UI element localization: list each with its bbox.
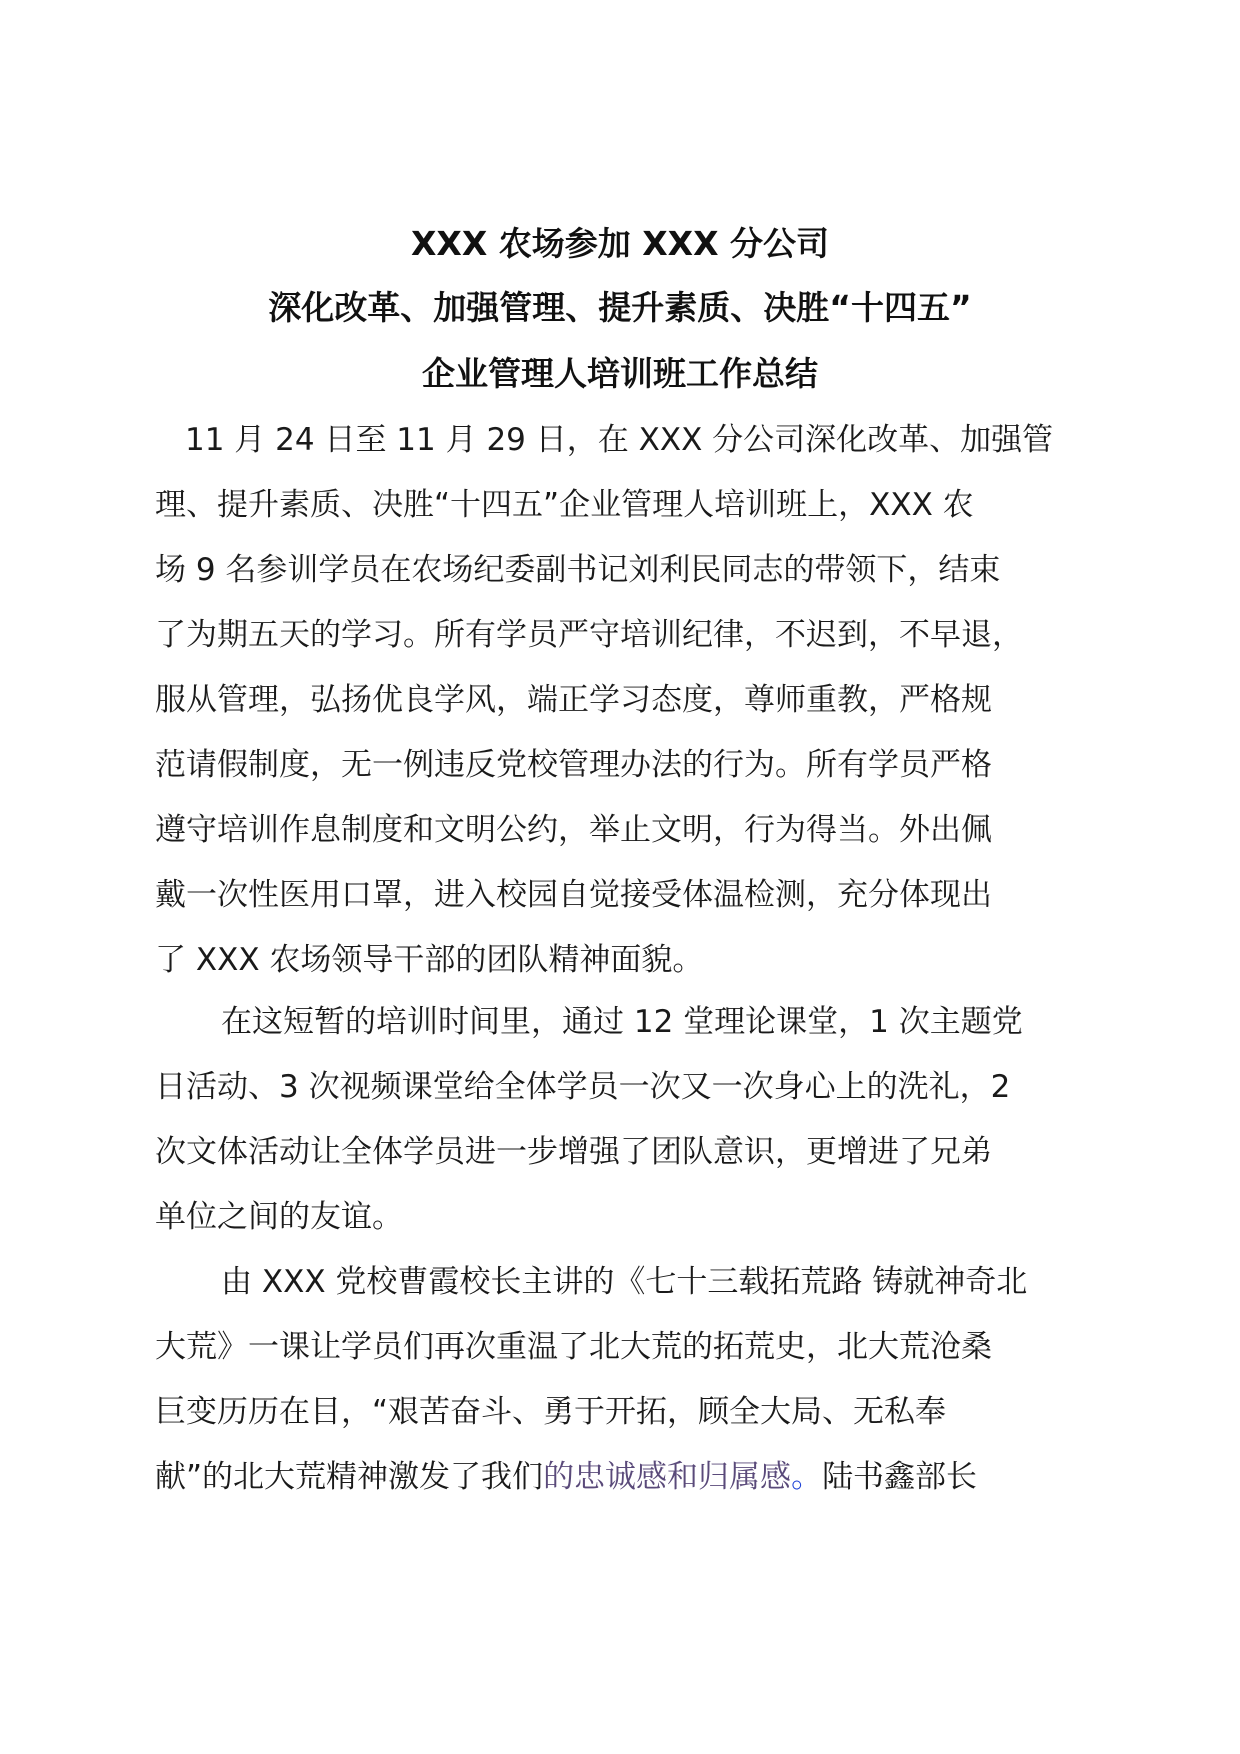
paragraph-3-last-line	[155, 1445, 1095, 1510]
paragraph-1-line: 服从管理，弘扬优良学风，端正学习态度，尊师重教，严格规	[155, 682, 992, 718]
paragraph-3-line: 大荒》一课让学员们再次重温了北大荒的拓荒史，北大荒沧桑	[155, 1329, 992, 1365]
paragraph-3	[155, 1250, 1095, 1510]
paragraph-2-line: 次文体活动让全体学员进一步增强了团队意识，更增进了兄弟	[155, 1134, 992, 1170]
title-line-1: XXX 农场参加 XXX 分公司	[410, 224, 830, 263]
paragraph-1-line: 理、提升素质、决胜“十四五”企业管理人培训班上，XXX 农	[155, 487, 974, 523]
paragraph-3-line: 由 XXX 党校曹霞校长主讲的《七十三载拓荒路 铸就神奇北	[221, 1264, 1028, 1300]
title-line-2: 深化改革、加强管理、提升素质、决胜“十四五”	[268, 288, 972, 327]
paragraph-1-line: 遵守培训作息制度和文明公约，举止文明，行为得当。外出佩	[155, 812, 992, 848]
last-line-end: 陆书鑫部长	[822, 1459, 978, 1495]
paragraph-1-line: 11 月 24 日至 11 月 29 日，在 XXX 分公司深化改革、加强管	[185, 422, 1054, 458]
highlighted-period: 。	[791, 1459, 823, 1495]
paragraph-1-line: 了 XXX 农场领导干部的团队精神面貌。	[155, 942, 704, 978]
paragraph-1-line: 了为期五天的学习。所有学员严守培训纪律，不迟到，不早退，	[155, 617, 1023, 653]
paragraph-1-line: 场 9 名参训学员在农场纪委副书记刘利民同志的带领下，结束	[155, 552, 1001, 588]
paragraph-2-line: 在这短暂的培训时间里，通过 12 堂理论课堂，1 次主题党	[221, 1004, 1023, 1040]
paragraph-2-line: 日活动、3 次视频课堂给全体学员一次又一次身心上的洗礼，2	[155, 1069, 1011, 1105]
highlighted-text: 的忠诚感和归属感	[543, 1459, 792, 1495]
paragraph-3-line: 巨变历历在目，“艰苦奋斗、勇于开拓，顾全大局、无私奉	[155, 1394, 947, 1430]
paragraph-1-line: 范请假制度，无一例违反党校管理办法的行为。所有学员严格	[155, 747, 992, 783]
paragraph-1	[155, 408, 1095, 993]
paragraph-2	[155, 990, 1095, 1250]
last-line-start: 献”的北大荒精神激发了我们	[155, 1459, 544, 1495]
paragraph-1-line: 戴一次性医用口罩，进入校园自觉接受体温检测，充分体现出	[155, 877, 992, 913]
title-line-3: 企业管理人培训班工作总结	[422, 354, 818, 393]
paragraph-2-line: 单位之间的友谊。	[155, 1199, 403, 1235]
